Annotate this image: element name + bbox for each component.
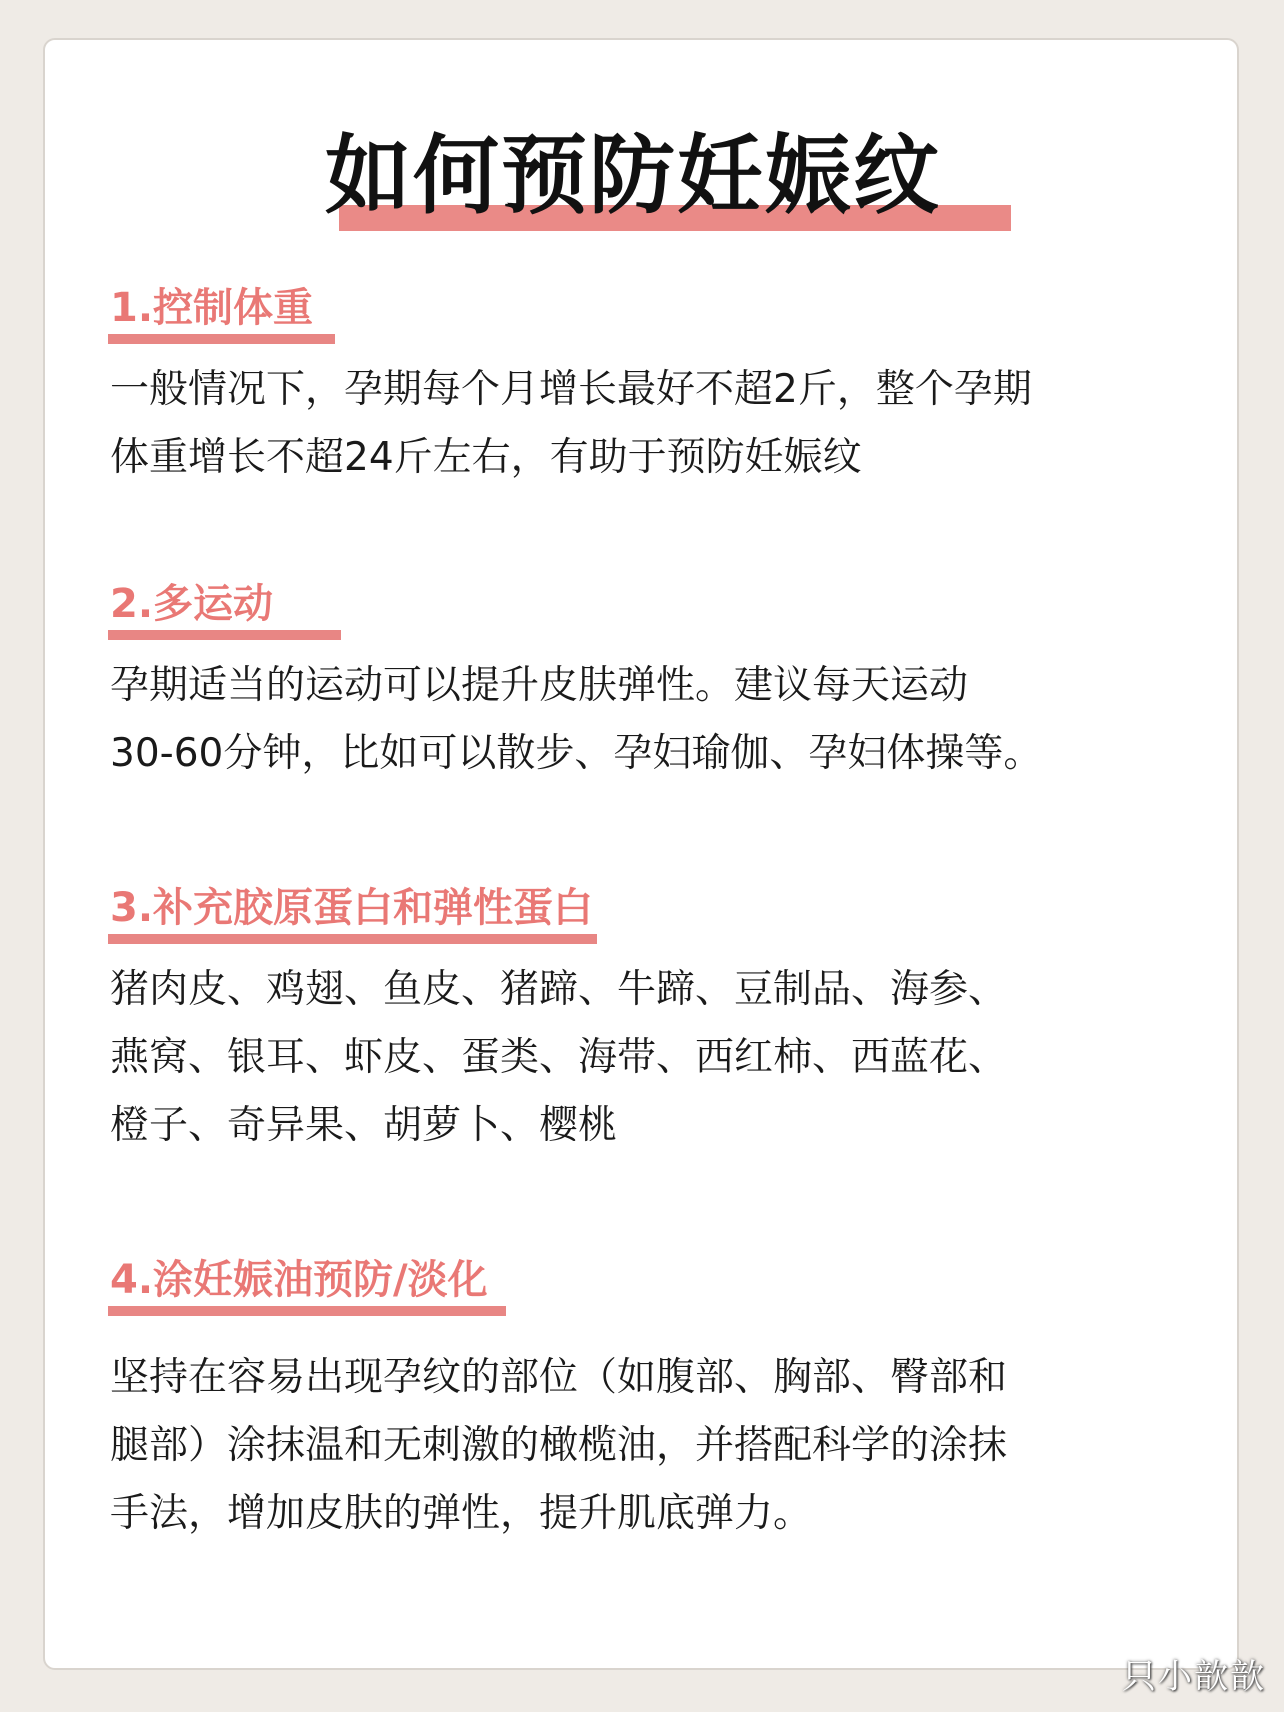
section-heading-text: 3.补充胶原蛋白和弹性蛋白	[110, 885, 594, 931]
section-body	[110, 652, 1190, 788]
body-line: 橙子、奇异果、胡萝卜、樱桃	[110, 1103, 618, 1148]
author-watermark: 只小歆歆	[1122, 1657, 1266, 1697]
section-heading-text: 1.控制体重	[110, 285, 314, 331]
title-block	[295, 106, 971, 246]
body-line: 坚持在容易出现孕纹的部位（如腹部、胸部、臀部和	[110, 1355, 1008, 1400]
section-heading	[110, 878, 593, 948]
section-heading-text: 4.涂妊娠油预防/淡化	[110, 1257, 488, 1303]
section-heading	[110, 278, 313, 348]
page-title: 如何预防妊娠纹	[325, 126, 941, 226]
body-line: 燕窝、银耳、虾皮、蛋类、海带、西红柿、西蓝花、	[110, 1035, 1008, 1080]
body-line: 猪肉皮、鸡翅、鱼皮、猪蹄、牛蹄、豆制品、海参、	[110, 967, 1008, 1012]
section-heading	[110, 1250, 488, 1320]
section-exercise	[110, 574, 1190, 788]
body-line: 手法，增加皮肤的弹性，提升肌底弹力。	[110, 1491, 813, 1536]
section-stretch-oil	[110, 1250, 1190, 1548]
section-collagen	[110, 878, 1190, 1160]
section-heading-text: 2.多运动	[110, 581, 274, 627]
body-line: 体重增长不超24斤左右，有助于预防妊娠纹	[110, 435, 862, 480]
section-body	[110, 956, 1190, 1160]
body-line: 一般情况下，孕期每个月增长最好不超2斤，整个孕期	[110, 367, 1032, 412]
body-line: 腿部）涂抹温和无刺激的橄榄油，并搭配科学的涂抹	[110, 1423, 1008, 1468]
section-body	[110, 356, 1190, 492]
body-line: 孕期适当的运动可以提升皮肤弹性。建议每天运动	[110, 663, 969, 708]
body-line: 30-60分钟，比如可以散步、孕妇瑜伽、孕妇体操等。	[110, 731, 1043, 776]
section-control-weight	[110, 278, 1190, 492]
section-heading	[110, 574, 273, 644]
section-body	[110, 1344, 1190, 1548]
